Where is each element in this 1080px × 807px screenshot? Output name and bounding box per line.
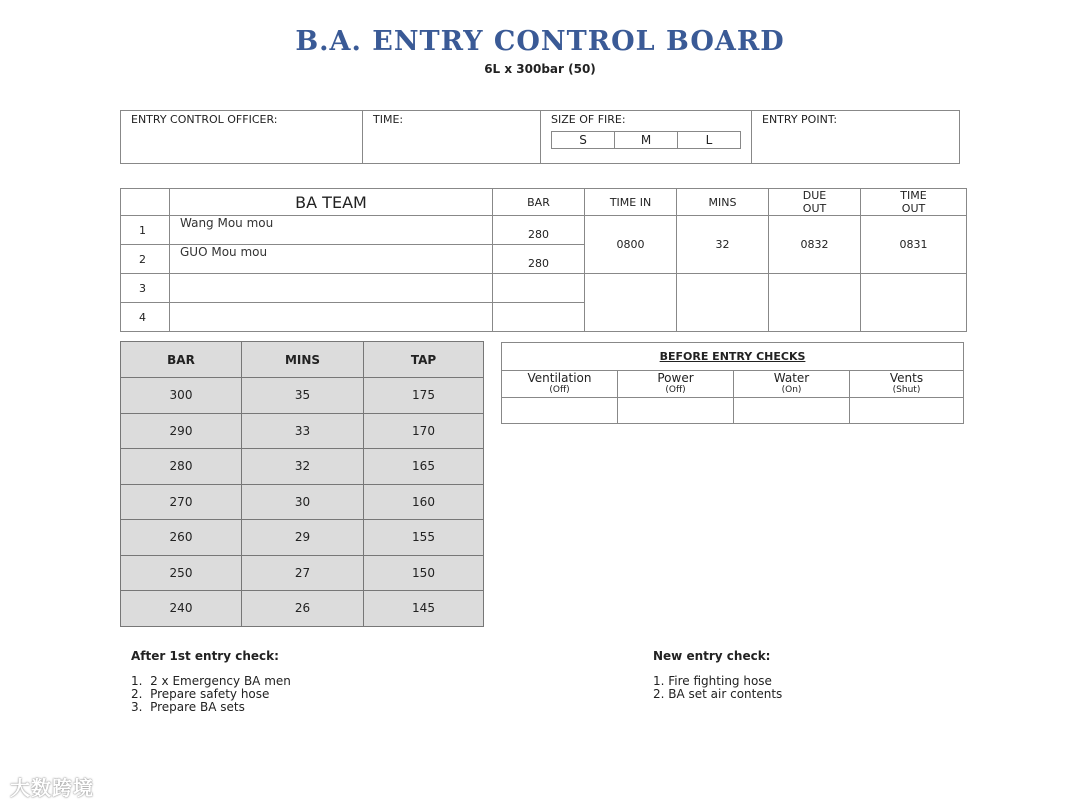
officer-cell	[121, 111, 363, 164]
mins-value: 35	[242, 378, 364, 414]
tap-value: 155	[364, 520, 484, 556]
tap-value: 150	[364, 555, 484, 591]
check-water	[734, 371, 850, 398]
tap-value: 160	[364, 484, 484, 520]
new-entry-notes	[653, 650, 782, 701]
check-box-water[interactable]	[734, 398, 850, 424]
table-row	[121, 520, 484, 556]
table-row	[121, 378, 484, 414]
mins-value: 33	[242, 413, 364, 449]
bar-value: 260	[121, 520, 242, 556]
bar-value: 250	[121, 555, 242, 591]
size-selector	[551, 131, 741, 149]
table-row	[121, 484, 484, 520]
before-entry-checks-table	[501, 342, 964, 424]
entry-info-table	[120, 110, 960, 164]
check-box-ventilation[interactable]	[502, 398, 618, 424]
team-member-name	[170, 303, 493, 332]
team-member-name: GUO Mou mou	[170, 245, 493, 274]
bmt-bar-header: BAR	[121, 342, 242, 378]
team-num-header	[121, 189, 170, 216]
tap-value: 145	[364, 591, 484, 627]
due-out-header: DUE OUT	[769, 189, 861, 216]
time-in-empty	[585, 274, 677, 332]
check-state: (Off)	[549, 385, 570, 395]
time-out-empty	[861, 274, 967, 332]
size-option-m[interactable]: M	[615, 132, 678, 148]
page-subtitle: 6L x 300bar (50)	[484, 62, 596, 76]
bar-mins-tap-table	[120, 341, 484, 627]
time-out-header: TIME OUT	[861, 189, 967, 216]
list-item: 3. Prepare BA sets	[131, 700, 245, 714]
check-label: Vents	[889, 371, 924, 385]
watermark: 大数跨境	[10, 776, 94, 800]
mins-header: MINS	[677, 189, 769, 216]
mins-value: 29	[242, 520, 364, 556]
check-label: Water	[773, 371, 810, 385]
team-member-bar	[493, 303, 585, 332]
size-cell	[541, 111, 752, 164]
team-row-number: 1	[121, 216, 170, 245]
team-member-bar	[493, 274, 585, 303]
list-item: 1. 2 x Emergency BA men	[131, 674, 291, 688]
tap-value: 175	[364, 378, 484, 414]
due-out-value: 0832	[769, 216, 861, 274]
tap-value: 170	[364, 413, 484, 449]
bmt-mins-header: MINS	[242, 342, 364, 378]
table-row	[121, 413, 484, 449]
entry-point-label: ENTRY POINT:	[762, 113, 838, 126]
after-first-entry-notes	[131, 650, 291, 714]
table-row	[121, 555, 484, 591]
list-item: 1. Fire fighting hose	[653, 674, 772, 688]
bar-value: 270	[121, 484, 242, 520]
ba-team-header: BA TEAM	[170, 189, 493, 216]
team-member-bar: 280	[493, 245, 585, 274]
after-first-title: After 1st entry check:	[131, 649, 279, 663]
bar-header: BAR	[493, 189, 585, 216]
tap-value: 165	[364, 449, 484, 485]
size-option-l[interactable]: L	[705, 133, 713, 147]
check-state: (On)	[781, 385, 802, 395]
check-state: (Off)	[665, 385, 686, 395]
team-member-bar: 280	[493, 216, 585, 245]
mins-value: 32	[677, 216, 769, 274]
time-out-value: 0831	[861, 216, 967, 274]
time-cell	[363, 111, 541, 164]
check-vents	[850, 371, 964, 398]
table-row	[121, 591, 484, 627]
bar-value: 290	[121, 413, 242, 449]
list-item: 2. Prepare safety hose	[131, 687, 270, 701]
ba-team-table	[120, 188, 967, 332]
check-box-power[interactable]	[618, 398, 734, 424]
new-entry-title: New entry check:	[653, 649, 771, 663]
list-item: 2. BA set air contents	[653, 687, 783, 701]
bmt-tap-header: TAP	[364, 342, 484, 378]
check-label: Power	[657, 371, 694, 385]
mins-value: 27	[242, 555, 364, 591]
check-ventilation	[502, 371, 618, 398]
mins-value: 32	[242, 449, 364, 485]
team-row-number: 3	[121, 274, 170, 303]
bar-value: 280	[121, 449, 242, 485]
entry-point-cell	[752, 111, 960, 164]
check-box-vents[interactable]	[850, 398, 964, 424]
officer-label: ENTRY CONTROL OFFICER:	[131, 113, 278, 126]
size-option-s[interactable]: S	[552, 132, 615, 148]
page-title: B.A. ENTRY CONTROL BOARD	[295, 26, 785, 57]
check-power	[618, 371, 734, 398]
bar-value: 240	[121, 591, 242, 627]
time-label: TIME:	[373, 113, 404, 126]
team-member-name	[170, 274, 493, 303]
bar-value: 300	[121, 378, 242, 414]
check-state: (Shut)	[892, 385, 921, 395]
size-of-fire-label: SIZE OF FIRE:	[551, 113, 626, 126]
checks-title: BEFORE ENTRY CHECKS	[502, 343, 964, 371]
mins-value: 26	[242, 591, 364, 627]
team-row-number: 4	[121, 303, 170, 332]
mins-value: 30	[242, 484, 364, 520]
check-label: Ventilation	[527, 371, 592, 385]
time-in-header: TIME IN	[585, 189, 677, 216]
table-row	[121, 449, 484, 485]
team-member-name: Wang Mou mou	[170, 216, 493, 245]
mins-empty	[677, 274, 769, 332]
due-out-empty	[769, 274, 861, 332]
team-row-number: 2	[121, 245, 170, 274]
time-in-value: 0800	[585, 216, 677, 274]
